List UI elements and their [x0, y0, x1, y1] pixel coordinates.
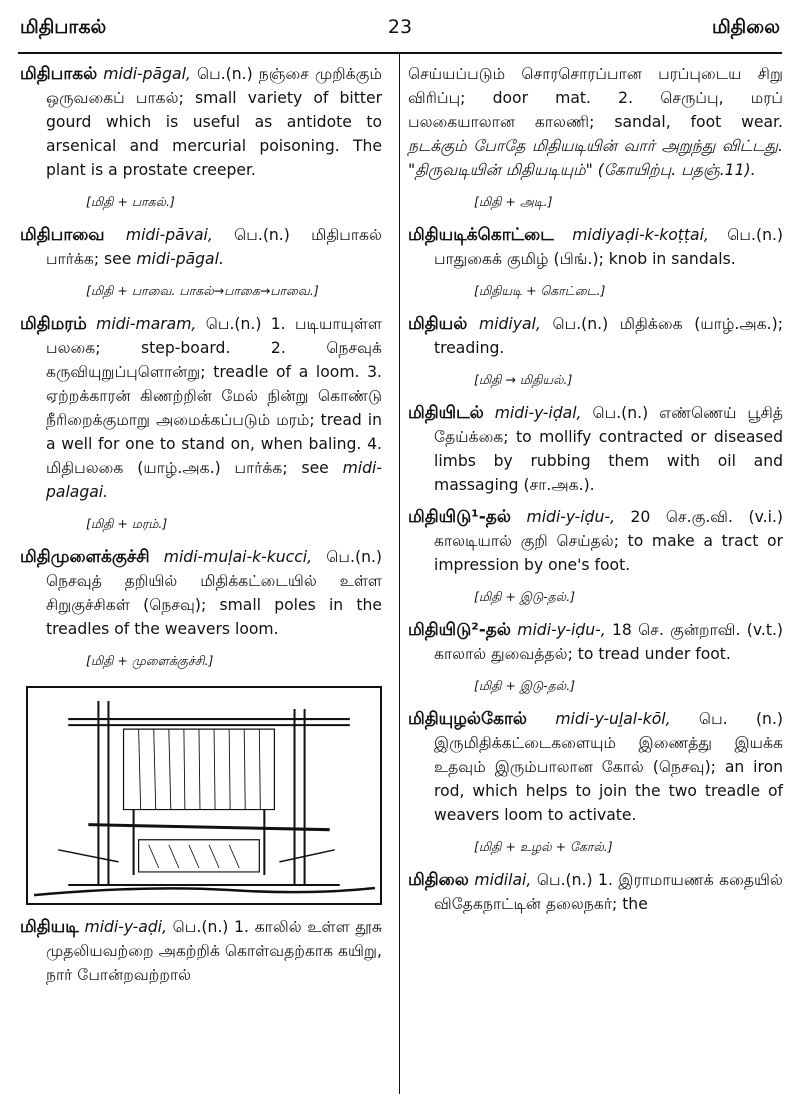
definition: 20 செ.கு.வி. (v.i.) காலடியால் குறி செய்தல்; to make a tract or impression by one's foot.	[434, 508, 783, 574]
definition: செய்யப்படும் சொரசொரப்பான பரப்புடைய சிறு விரிப்பு; door mat. 2. செருப்பு, மரப் பலகையாலான காலணி; sandal, foot wear.	[408, 65, 783, 131]
entry-midi-maram	[20, 312, 382, 504]
transliteration: midi-y-uḻal-kōl,	[555, 710, 671, 728]
transliteration: midi-maram,	[96, 315, 197, 333]
entry-midi-mulai-k-kucci	[20, 545, 382, 641]
left-column	[20, 62, 382, 995]
headword: மிதியடிக்கொட்டை	[408, 225, 554, 245]
entry-midi-y-uzhal-kol	[408, 707, 783, 827]
usage-quote: நடக்கும் போதே மிதியடியின் வார் அறுந்து விட்டது. "திருவடியின் மிதியடியும்" (கோயிற்பு. பதஞ்.11).	[408, 137, 783, 179]
entry-midilai	[408, 868, 783, 916]
entry-midiyadi-k-kottai	[408, 223, 783, 271]
entry-midiyal	[408, 312, 783, 360]
headword: மிதியல்	[408, 314, 468, 334]
transliteration: midi-y-iḍal,	[494, 404, 582, 422]
etymology: [மிதி + பாவை. பாகல்→பாகை→பாவை.]	[86, 283, 319, 298]
transliteration: midi-y-iḍu-,	[526, 508, 615, 526]
transliteration: midi-y-aḍi,	[84, 918, 167, 936]
definition: பெ.(n.) நெசவுத் தறியில் மிதிக்கட்டையில் உள்ள சிறுகுச்சிகள் (நெசவு); small poles in the treadles of the weavers loom.	[46, 548, 382, 638]
etymology: [மிதி + அடி.]	[474, 194, 553, 209]
definition: பெ. (n.) இருமிதிக்கட்டைகளையும் இணைத்து இயக்க உதவும் இரும்பாலான கோல் (நெசவு); an iron rod, which helps to join the two treadle of weavers loom to activate.	[434, 710, 783, 824]
right-column	[408, 62, 783, 924]
transliteration: midilai,	[474, 871, 532, 889]
cross-reference: midi-pāgal.	[136, 250, 224, 268]
entry-midi-y-idu-2	[408, 618, 783, 666]
cross-reference: midi-palagai.	[46, 459, 382, 501]
etymology: [மிதி + உழல் + கோல்.]	[474, 839, 613, 854]
etymology: [மிதி + இடு-தல்.]	[474, 678, 576, 693]
headword: மிதியிடு²-தல்	[408, 620, 511, 640]
transliteration: midi-pāgal,	[103, 65, 191, 83]
definition: பெ.(n.) எண்ணெய் பூசித் தேய்க்கை; to mollify contracted or diseased limbs by rubbing them with oil and massaging (சா.அக.).	[434, 404, 783, 494]
loom-drawing	[28, 688, 380, 903]
entry-continuation	[408, 62, 783, 182]
definition: பெ.(n.) 1. படியாயுள்ள பலகை; step-board. 2. நெசவுக் கருவியுறுப்புளொன்று; treadle of a loom. 3. ஏற்றக்காரன் கிணற்றின் மேல் நின்று கொண்டு நீரிறைக்குமாறு அமைக்கப்படும் மரம்; tread in a well for one to stand on, when baling. 4. மிதிபலகை (யாழ்.அக.) பார்க்க; see	[46, 315, 382, 477]
headword: மிதியிடு¹-தல்	[408, 507, 511, 527]
etymology: [மிதி + மரம்.]	[86, 516, 168, 531]
headword: மிதிமுளைக்குச்சி	[20, 547, 150, 567]
entry-midi-pagal	[20, 62, 382, 182]
definition: பெ.(n.) மிதிபாகல் பார்க்க; see	[46, 226, 382, 268]
etymology: [மிதி → மிதியல்.]	[474, 372, 573, 387]
entry-midi-y-adi	[20, 915, 382, 987]
headword: மிதிபாகல்	[20, 64, 98, 84]
headword: மிதிபாவை	[20, 225, 105, 245]
header-rule	[18, 52, 782, 54]
headword: மிதிலை	[408, 870, 469, 890]
definition: பெ.(n.) 1. காலில் உள்ள தூசு முதலியவற்றை அகற்றிக் கொள்வதற்காக கயிறு, நார் போன்றவற்றால்	[46, 918, 382, 984]
transliteration: midi-muḷai-k-kucci,	[163, 548, 313, 566]
entry-midi-y-idu-1	[408, 505, 783, 577]
definition: பெ.(n.) நஞ்சை முறிக்கும் ஒருவகைப் பாகல்; small variety of bitter gourd which is useful as antidote to arsenical and mercurial poisoning. The plant is a prostate creeper.	[46, 65, 382, 179]
etymology: [மிதியடி + கொட்டை.]	[474, 283, 606, 298]
headword: மிதிமரம்	[20, 314, 87, 334]
definition: பெ.(n.) மிதிக்கை (யாழ்.அக.); treading.	[434, 315, 783, 357]
transliteration: midiyal,	[479, 315, 541, 333]
page-header	[18, 8, 782, 52]
running-head-left: மிதிபாகல்	[20, 16, 107, 38]
transliteration: midiyaḍi-k-koṭṭai,	[572, 226, 709, 244]
definition: பெ.(n.) பாதுகைக் குமிழ் (பிங்.); knob in sandals.	[434, 226, 783, 268]
loom-illustration	[26, 686, 382, 905]
etymology: [மிதி + முளைக்குச்சி.]	[86, 653, 214, 668]
headword: மிதியடி	[20, 917, 79, 937]
headword: மிதியுழல்கோல்	[408, 709, 527, 729]
entry-midi-y-idal	[408, 401, 783, 497]
headword: மிதியிடல்	[408, 403, 484, 423]
column-divider	[399, 52, 400, 1094]
transliteration: midi-y-iḍu-,	[517, 621, 606, 639]
transliteration: midi-pāvai,	[125, 226, 213, 244]
etymology: [மிதி + இடு-தல்.]	[474, 589, 576, 604]
running-head-right: மிதிலை	[711, 16, 780, 38]
entry-midi-pavai	[20, 223, 382, 271]
definition: 18 செ. குன்றாவி. (v.t.) காலால் துவைத்தல்; to tread under foot.	[434, 621, 783, 663]
page-number: 23	[387, 16, 413, 38]
definition: பெ.(n.) 1. இராமாயணக் கதையில் விதேகநாட்டின் தலைநகர்; the	[434, 871, 784, 913]
etymology: [மிதி + பாகல்.]	[86, 194, 175, 209]
